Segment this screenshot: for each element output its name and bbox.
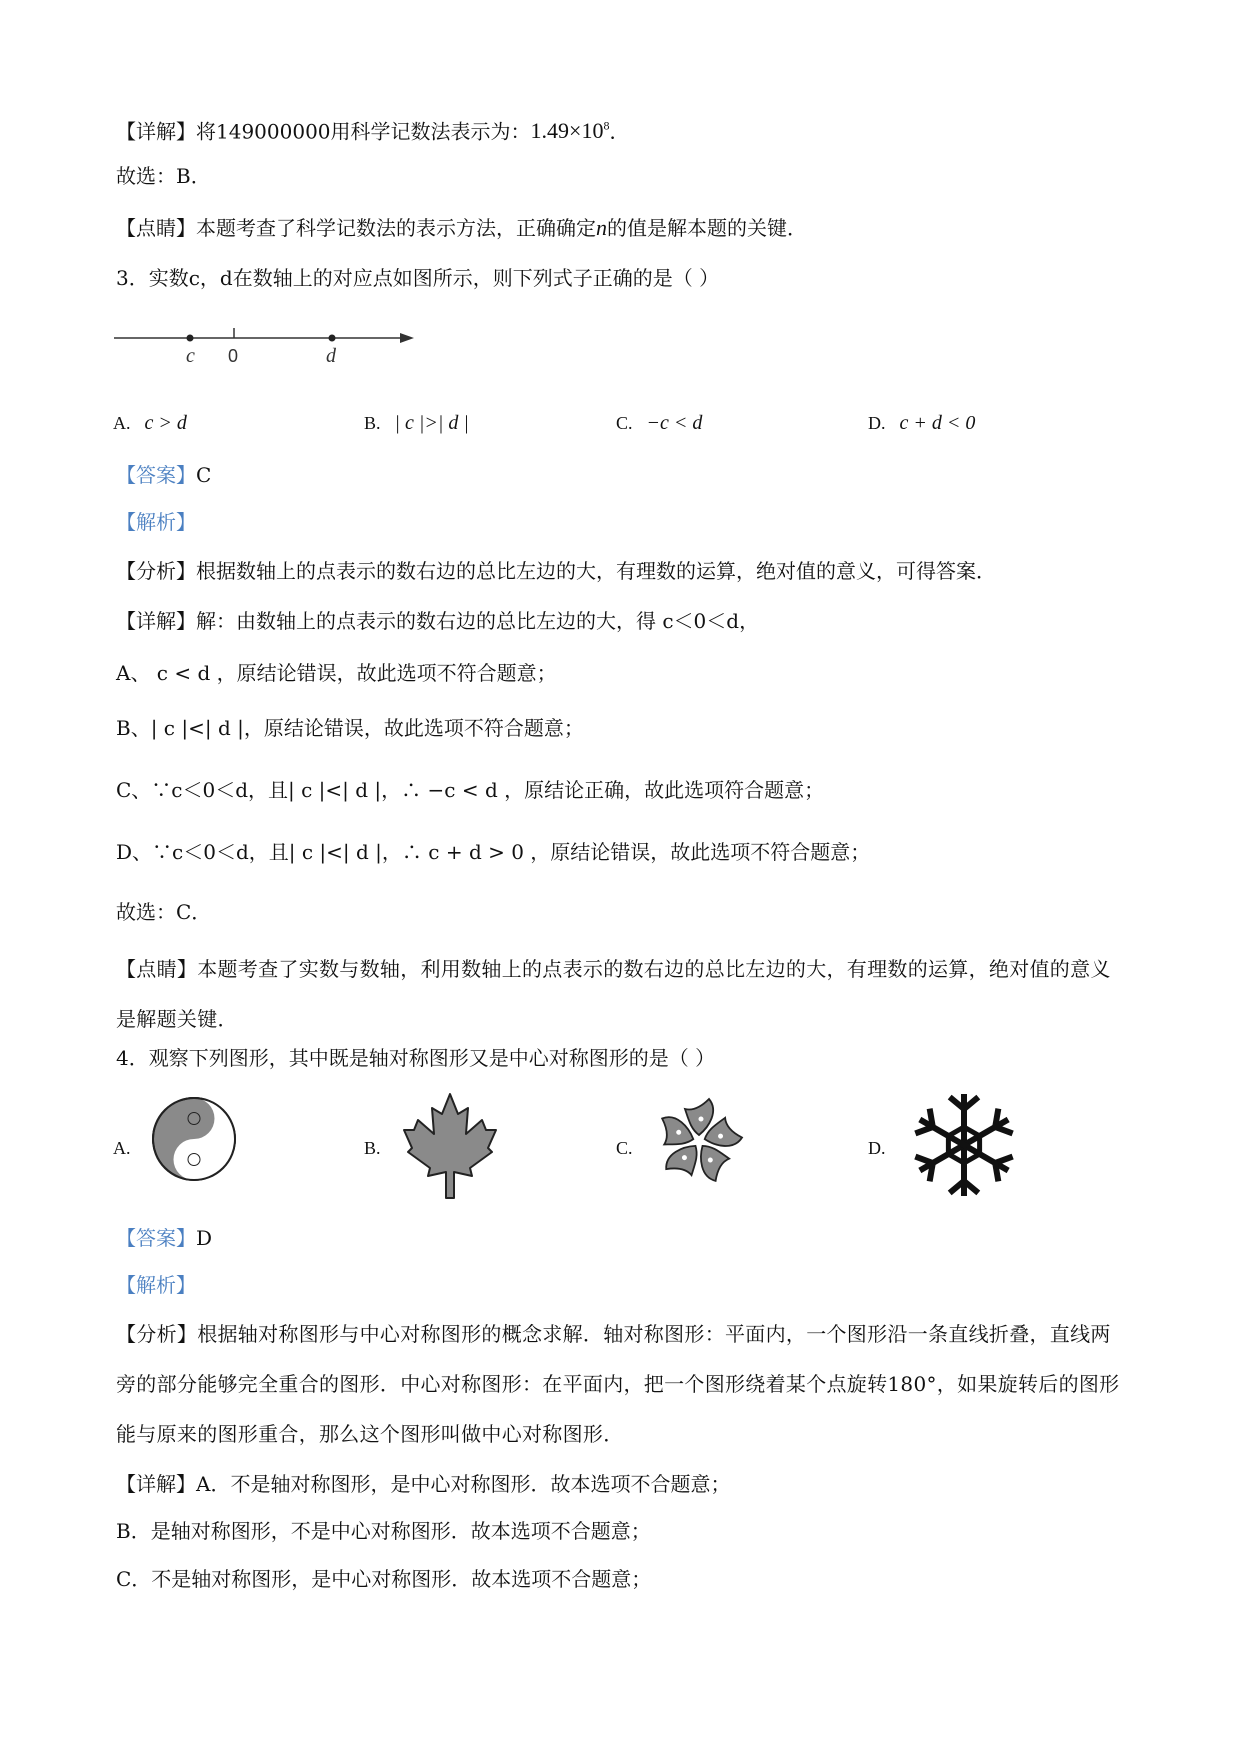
- q4-option-a[interactable]: [113, 1133, 145, 1162]
- q3-analysis-tag: 【解析】: [116, 510, 196, 534]
- q3-dianjing: 【点睛】本题考查了实数与数轴，利用数轴上的点表示的数右边的总比左边的大，有理数的运算，绝对值的意义是解题关键．: [116, 957, 1111, 1031]
- detail-line-sci-notation: [116, 112, 629, 145]
- option-text: c > d: [144, 412, 187, 434]
- q3-choose: 故选：C．: [116, 900, 212, 924]
- period: ．: [609, 119, 630, 144]
- point-c: [187, 335, 194, 342]
- q4-detail-c: C．不是轴对称图形，是中心对称图形．故本选项不合题意；: [116, 1567, 652, 1591]
- answer-value: D: [196, 1226, 213, 1250]
- option-label: A.: [113, 413, 131, 433]
- q3-xiangjie: 【详解】解：由数轴上的点表示的数右边的总比左边的大，得 c＜0＜d，: [116, 609, 760, 633]
- var-n: n: [596, 215, 607, 240]
- q3-detail-c: C、∵c＜0＜d，且| c |<| d |，∴ −c < d ，原结论正确，故此选项符合题意；: [116, 778, 825, 802]
- option-text: −c < d: [646, 412, 703, 434]
- q3-option-b[interactable]: [364, 408, 469, 437]
- dianjing-text-a: 【点睛】本题考查了科学记数法的表示方法，正确确定: [116, 216, 596, 240]
- answer-value: C: [196, 463, 212, 487]
- sci-exponent: 8: [603, 119, 610, 133]
- q4-answer: [116, 1224, 212, 1252]
- option-label: A.: [113, 1138, 131, 1158]
- label-c: c: [186, 345, 195, 367]
- yin-yang-icon: [151, 1096, 237, 1182]
- q4-detail-b: B．是轴对称图形，不是中心对称图形．故本选项不合题意；: [116, 1519, 651, 1543]
- choose-line-b: 故选：B．: [116, 164, 211, 188]
- option-text: | c |>| d |: [394, 412, 469, 434]
- q3-option-c[interactable]: [616, 408, 702, 437]
- option-label: D.: [868, 1138, 886, 1158]
- q4-detail-a: 【详解】A．不是轴对称图形，是中心对称图形．故本选项不合题意；: [116, 1472, 731, 1496]
- dianjing-line-1: [116, 214, 807, 242]
- snowflake-icon: [910, 1090, 1018, 1200]
- option-label: B.: [364, 1138, 381, 1158]
- q3-option-a[interactable]: [113, 408, 187, 437]
- dianjing-text-b: 的值是解本题的关键．: [607, 216, 807, 240]
- bauhinia-flower-icon: [654, 1096, 744, 1186]
- question-3-title: 3．实数c，d在数轴上的对应点如图所示，则下列式子正确的是（ ）: [116, 266, 720, 290]
- q3-detail-d: D、∵c＜0＜d，且| c |<| d |，∴ c + d > 0 ，原结论错误，故此选项不符合题意；: [116, 840, 871, 864]
- q4-option-c[interactable]: [616, 1133, 647, 1162]
- q3-detail-a: A、 c < d ，原结论错误，故此选项不符合题意；: [116, 661, 557, 685]
- q3-answer: [116, 461, 211, 489]
- q4-option-b[interactable]: [364, 1133, 395, 1162]
- number-line-arrow: [400, 333, 414, 343]
- q4-fenxi: 【分析】根据轴对称图形与中心对称图形的概念求解．轴对称图形：平面内，一个图形沿一条直线折叠，直线两旁的部分能够完全重合的图形．中心对称图形：在平面内，把一个图形绕着某个点旋转180°，如果旋转后的图形能与原来的图形重合，那么这个图形叫做中心对称图形．: [116, 1322, 1120, 1446]
- q4-analysis-tag: 【解析】: [116, 1273, 196, 1297]
- option-label: C.: [616, 413, 633, 433]
- sci-base: 1.49×10: [530, 118, 604, 144]
- q3-fenxi: 【分析】根据数轴上的点表示的数右边的总比左边的大，有理数的运算，绝对值的意义，可得答案．: [116, 559, 996, 583]
- detail-text: 【详解】将149000000用科学记数法表示为：: [116, 119, 531, 144]
- point-d: [329, 335, 336, 342]
- number-line-figure: [112, 318, 422, 368]
- answer-tag: 【答案】: [116, 1226, 196, 1250]
- sci-notation-math: [531, 118, 610, 143]
- label-0: 0: [228, 346, 239, 366]
- answer-tag: 【答案】: [116, 463, 196, 487]
- option-text: c + d < 0: [899, 412, 976, 434]
- option-label: C.: [616, 1138, 633, 1158]
- question-4-title: 4．观察下列图形，其中既是轴对称图形又是中心对称图形的是（ ）: [116, 1046, 716, 1070]
- option-label: D.: [868, 413, 886, 433]
- option-label: B.: [364, 413, 381, 433]
- q4-option-d[interactable]: [868, 1133, 900, 1162]
- label-d: d: [326, 345, 336, 367]
- maple-leaf-icon: [402, 1090, 498, 1200]
- q3-option-d[interactable]: [868, 408, 975, 437]
- q3-detail-b: B、| c |<| d |，原结论错误，故此选项不符合题意；: [116, 716, 584, 740]
